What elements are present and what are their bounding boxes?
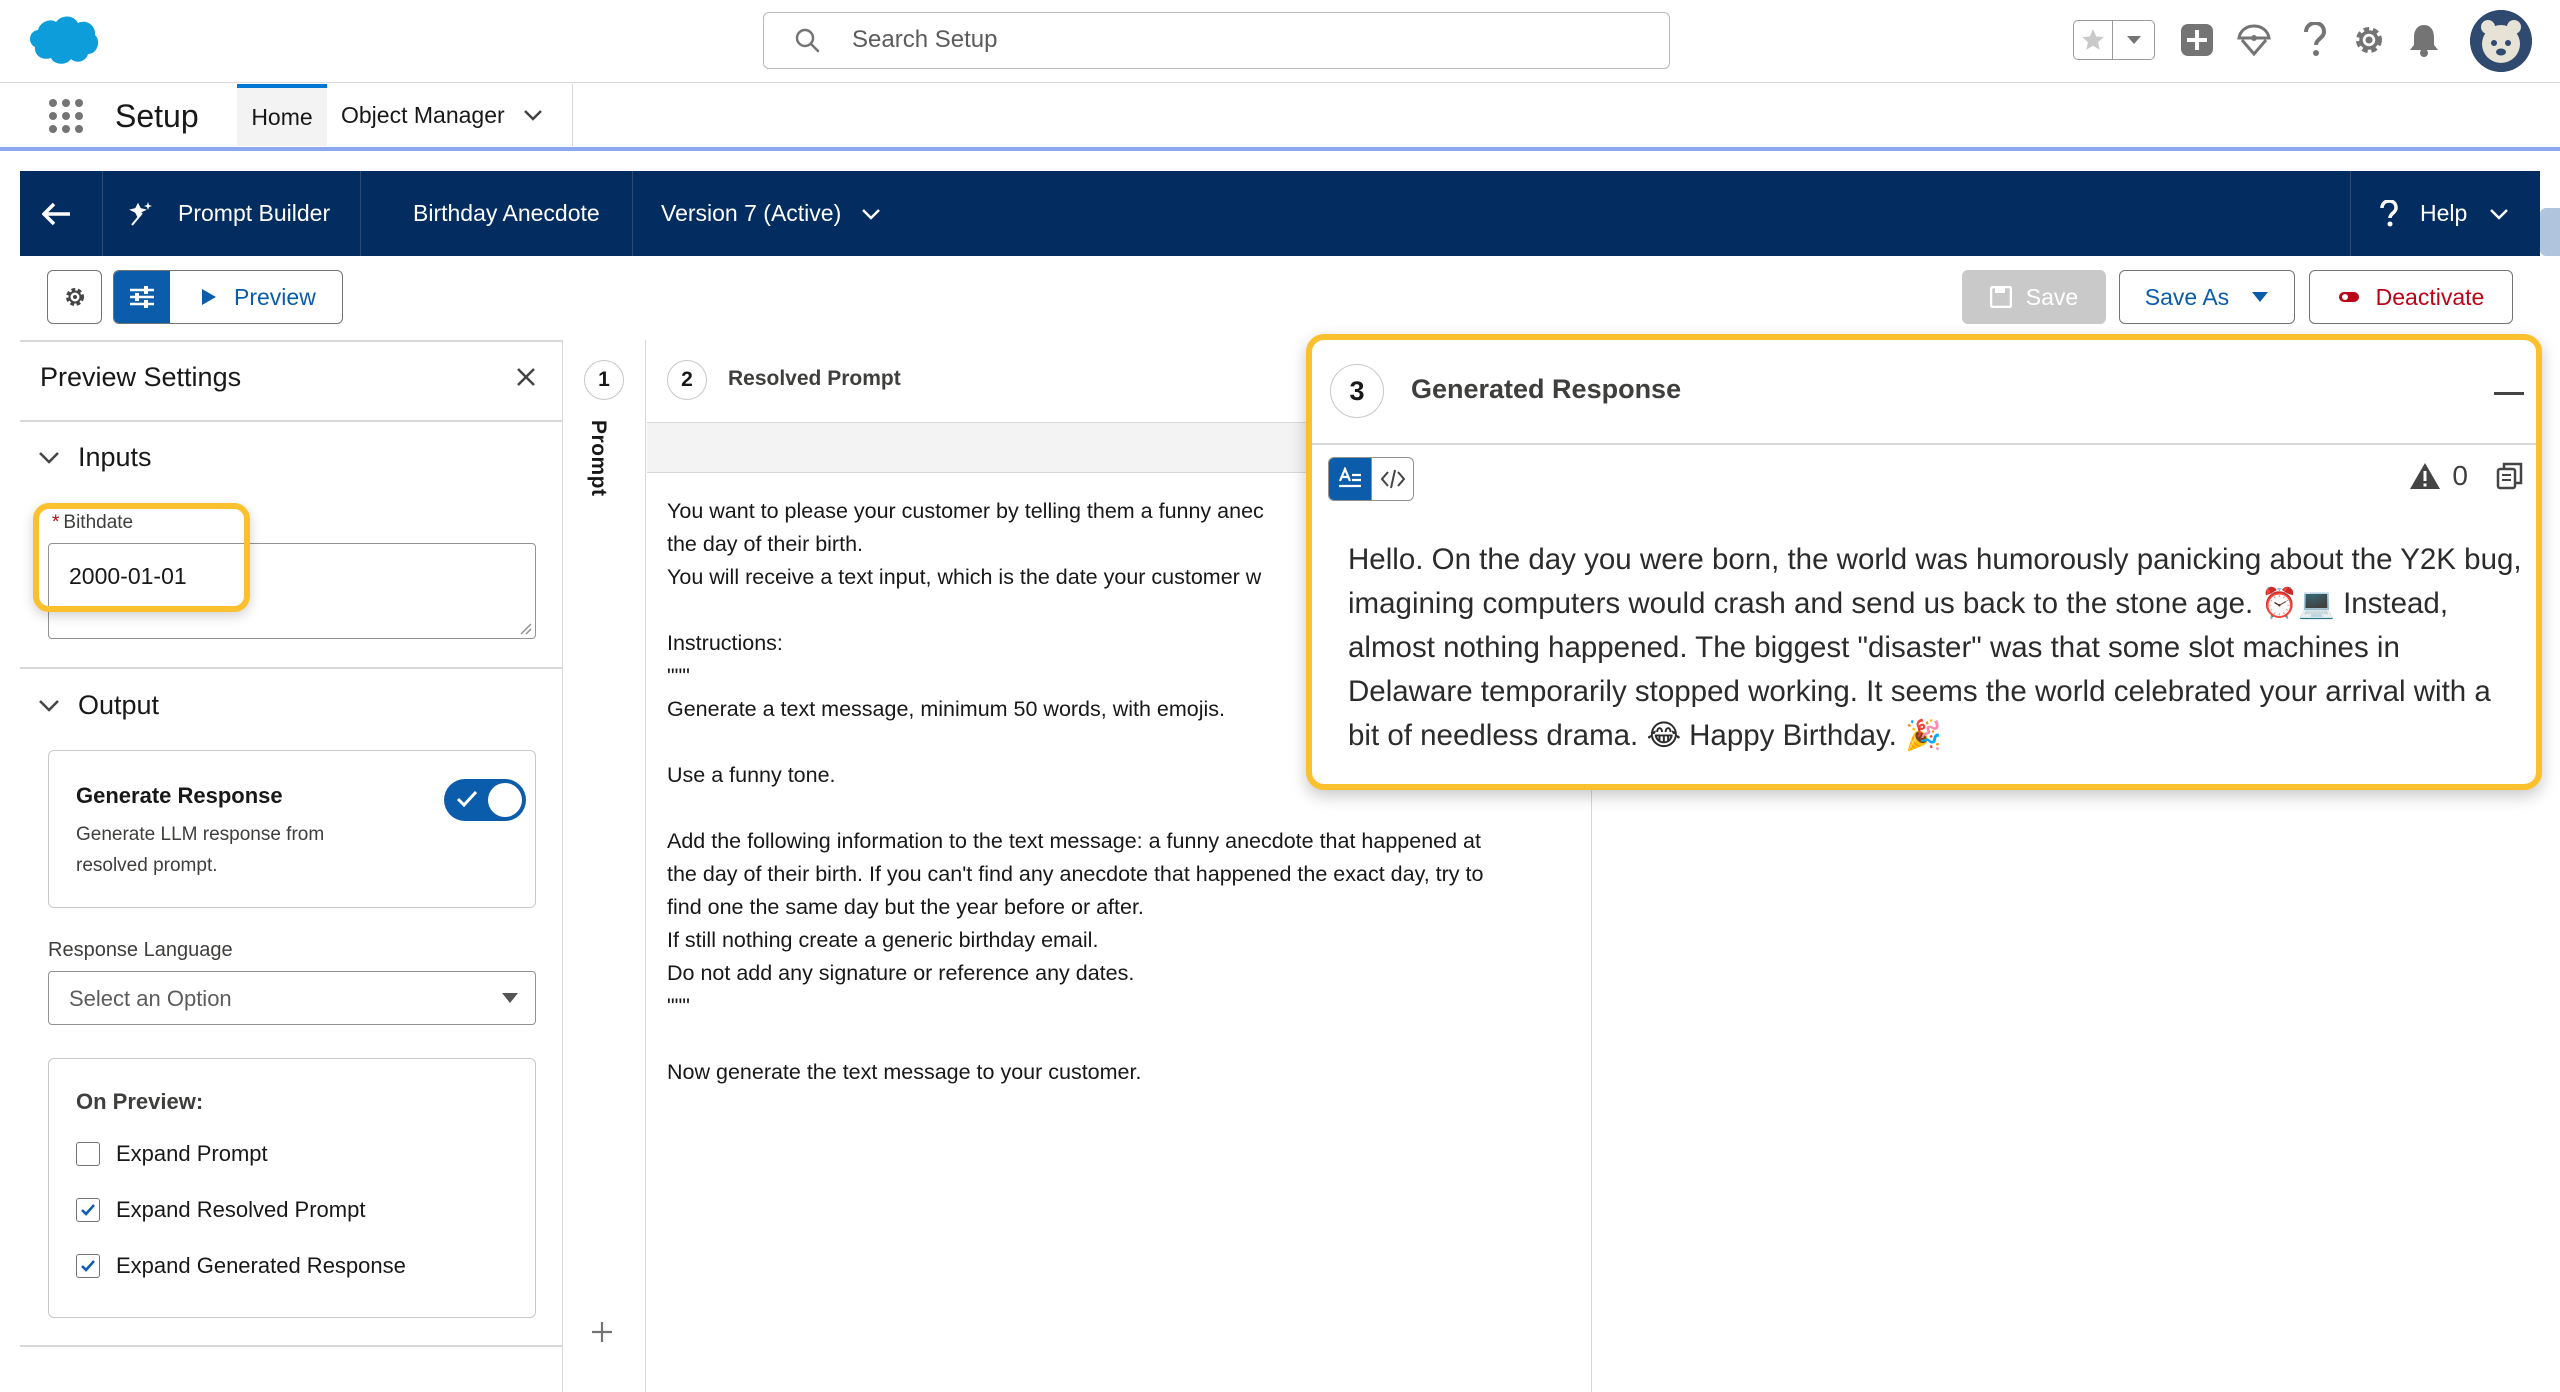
checkbox-checked-icon[interactable]: [76, 1254, 100, 1278]
step-2-badge[interactable]: 2: [667, 360, 707, 400]
star-icon[interactable]: [2074, 21, 2113, 59]
version-label: Version 7 (Active): [661, 200, 842, 226]
help-menu[interactable]: [2380, 171, 2509, 256]
toggle-off-icon: [2338, 290, 2360, 304]
generate-response-description: Generate LLM response from resolved prompt.: [76, 824, 325, 876]
preview-label: Preview: [234, 283, 316, 310]
side-panel-tab[interactable]: [2540, 208, 2560, 256]
birthdate-label: * Bithdate: [52, 512, 134, 533]
option-expand-resolved-prompt[interactable]: [76, 1197, 365, 1223]
avatar[interactable]: [2470, 10, 2532, 72]
app-launcher-icon[interactable]: [48, 98, 84, 134]
warning-icon: [2408, 461, 2442, 491]
tab-object-manager-label: Object Manager: [341, 101, 505, 128]
chevron-down-icon: [38, 451, 60, 465]
search-icon: [794, 27, 820, 53]
chevron-down-icon[interactable]: [523, 109, 543, 121]
gear-icon: [64, 286, 86, 308]
chevron-down-icon: [2489, 208, 2509, 220]
trailhead-icon[interactable]: [2232, 18, 2276, 62]
play-icon: [200, 288, 218, 306]
prompt-builder-icon: [128, 199, 158, 229]
tab-home-label: Home: [251, 103, 313, 130]
context-bar: [0, 84, 2560, 147]
checkbox-unchecked-icon[interactable]: [76, 1142, 100, 1166]
generate-response-toggle[interactable]: [444, 779, 526, 821]
response-language-select[interactable]: [48, 971, 536, 1025]
option-expand-prompt[interactable]: [76, 1141, 268, 1167]
step-3-badge[interactable]: 3: [1330, 364, 1384, 418]
add-icon[interactable]: [590, 1320, 614, 1344]
step-1-badge[interactable]: 1: [584, 360, 624, 400]
save-as-label: Save As: [2144, 283, 2230, 310]
global-header: [0, 0, 2560, 83]
back-icon[interactable]: [42, 171, 72, 256]
bell-icon[interactable]: [2402, 18, 2446, 62]
prompt-rail-label[interactable]: Prompt: [587, 420, 610, 497]
on-preview-card: [48, 1058, 536, 1318]
option-label: Expand Resolved Prompt: [116, 1197, 366, 1222]
deactivate-label: Deactivate: [2375, 283, 2485, 310]
birthdate-label-text: Bithdate: [63, 512, 134, 533]
view-mode-toggle[interactable]: [1328, 457, 1414, 501]
resolved-prompt-title: Resolved Prompt: [728, 367, 901, 390]
chevron-down-icon: [861, 208, 881, 220]
preview-settings-toggle[interactable]: [114, 270, 170, 324]
chevron-down-icon[interactable]: [2113, 21, 2154, 59]
response-language-label: Response Language: [48, 939, 233, 961]
option-label: Expand Generated Response: [116, 1253, 406, 1278]
code-view-icon[interactable]: [1371, 458, 1413, 500]
option-label: Expand Prompt: [116, 1141, 268, 1166]
birthdate-highlight: [33, 503, 250, 612]
generated-response-text: Hello. On the day you were born, the world was humorously panicking about the Y2K bug, imagining computers would crash and send us back to the stone age. ⏰💻 Instead, almost nothing happened. The biggest "disaster" was that some slot machines in Delaware temporarily stopped working. It seems the world celebrated your arrival with a bit of needless drama. 😂 Happy Birthday. 🎉: [1348, 543, 2522, 752]
search-input[interactable]: [852, 13, 1632, 67]
version-selector[interactable]: [661, 171, 881, 256]
option-expand-generated-response[interactable]: [76, 1253, 406, 1279]
sliders-icon: [129, 286, 155, 308]
search-box[interactable]: [763, 12, 1670, 69]
help-icon: [2380, 200, 2398, 228]
builder-header: [20, 171, 2540, 256]
panel-title: Preview Settings: [40, 362, 242, 392]
text-view-icon[interactable]: [1329, 458, 1371, 500]
cloud-logo[interactable]: [26, 14, 100, 66]
warning-count[interactable]: [2408, 460, 2468, 492]
resize-handle-icon[interactable]: [518, 621, 532, 635]
check-icon: [456, 789, 478, 809]
prompt-step-rail: [564, 340, 646, 1392]
minimize-icon[interactable]: [2494, 392, 2524, 395]
generated-response-card: [1306, 334, 2542, 790]
gear-icon[interactable]: [2347, 18, 2391, 62]
favorites-group[interactable]: [2073, 20, 2155, 60]
checkbox-checked-icon[interactable]: [76, 1198, 100, 1222]
copy-icon[interactable]: [2496, 462, 2524, 490]
save-label: Save: [2025, 283, 2079, 310]
resolved-prompt-text: You want to please your customer by telling them a funny anec the day of their birth. You will receive a text input, which is the date your customer w Instructions: """ Generate a text message, minimum 50 words, with emojis. Use a funny tone. Add the following information to the text message: a funny anecdote that happened at the day of their birth. If you can't find any anecdote that happened the exact day, try to find one the same day but the year before or after. If still nothing create a generic birthday email. Do not add any signature or reference any dates. """ Now generate the text message to your customer.: [667, 499, 1484, 1084]
caret-down-icon: [501, 992, 519, 1004]
add-icon[interactable]: [2175, 18, 2219, 62]
inputs-heading: Inputs: [78, 442, 152, 472]
save-button[interactable]: [1962, 270, 2106, 324]
tool-name-label: Prompt Builder: [178, 200, 331, 226]
birthdate-value: 2000-01-01: [69, 563, 187, 589]
response-language-value: Select an Option: [69, 986, 232, 1011]
template-name: Birthday Anecdote: [413, 200, 600, 226]
tab-home[interactable]: [237, 84, 327, 146]
output-heading: Output: [78, 690, 160, 720]
caret-down-icon: [2251, 291, 2269, 303]
inputs-section-toggle[interactable]: [38, 442, 152, 473]
app-title: Setup: [115, 98, 199, 134]
save-icon: [1990, 286, 2012, 308]
generate-response-card: [48, 750, 536, 908]
chevron-down-icon: [38, 699, 60, 713]
tab-object-manager[interactable]: [327, 84, 573, 146]
help-icon[interactable]: [2293, 18, 2337, 62]
close-icon[interactable]: [515, 366, 537, 388]
preview-settings-panel: [20, 340, 563, 1392]
generate-response-title: Generate Response: [76, 783, 283, 808]
tool-name: [128, 171, 330, 256]
save-as-button[interactable]: [2119, 270, 2295, 324]
generated-response-title: Generated Response: [1411, 374, 1682, 404]
on-preview-title: On Preview:: [76, 1089, 204, 1114]
help-label: Help: [2420, 200, 2468, 226]
preview-button-group[interactable]: [113, 270, 343, 324]
warning-count-value: 0: [2452, 460, 2468, 491]
settings-button[interactable]: [47, 270, 102, 324]
output-section-toggle[interactable]: [38, 690, 159, 721]
deactivate-button[interactable]: [2309, 270, 2513, 324]
preview-action[interactable]: [170, 284, 316, 311]
